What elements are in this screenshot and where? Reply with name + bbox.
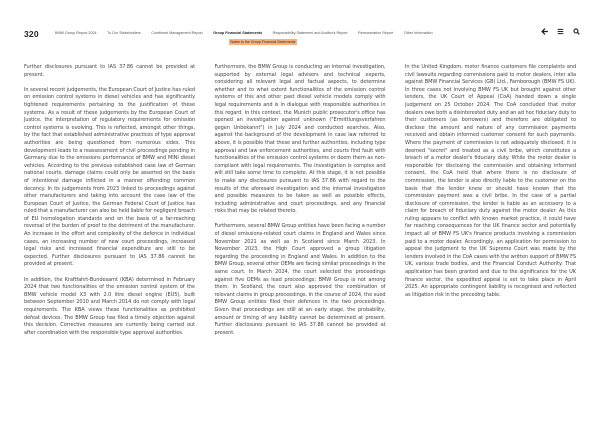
page-header [0, 0, 600, 52]
nav-item-to-our-stakeholders[interactable]: To Our Stakeholders [107, 31, 141, 35]
body-columns [24, 64, 576, 345]
nav-item-group-financial-statements[interactable]: Group Financial Statements [213, 31, 263, 35]
nav-item-combined-management-report[interactable]: Combined Management Report [151, 31, 203, 35]
nav-item-remuneration-report[interactable]: Remuneration Report [358, 31, 394, 35]
paragraph: In addition, the Kraftfahrt-Bundesamt (KBA) determined in February 2024 that two functionalities of the emission control system of the BMW vehicle model X3 with 2.0 litre diesel engine (EU5), built between September 2010 and March 2014 do not comply with legal requirements. The KBA views these functionalities as prohibited defeat devices. The BMW Group has filed a timely objection against this decision. Corrective measures are currently being carried out after coordination with the responsible type approval authorities. [24, 276, 195, 336]
paragraph: In several recent judgements, the European Court of Justice has ruled on emission control systems in diesel vehicles and has significantly tightened requirements pertaining to the justification of these systems. As a result of these judgements by the European Court of Justice, the interpretation of regulatory requirements for emission control systems is evolving. This is reflected, amongst other things, by the fact that established administrative practices of type approval authorities are being questioned from numerous sides. This development leads to a reassessment of civil proceedings pending in Germany due to the emissions performance of BMW and MINI diesel vehicles. According to the previous established case law of German national courts, damage claims could only be asserted on the basis of intentional damage inflicted in a manner offending common decency. In its judgements from 2023 linked to proceedings against other manufacturers and taking into account the case law of the European Court of Justice, the German Federal Court of Justice has ruled that a manufacturer can also be held liable for negligent breach of EU homologation standards and on the basis of a far-reaching reversal of the burden of proof to the detriment of the manufacturer. An increase in the effort and complexity of the defence in individual cases, an increasing number of new court proceedings, increased legal risks and increased financial expenditure are still to be expected. Further disclosures pursuant to IAS 37.86 cannot be provided at present. [24, 86, 195, 268]
paragraph: Furthermore, the BMW Group is conducting an internal investigation, supported by external legal advisers and technical experts, considering all relevant legal and factual aspects, to determine whether and to what extent functionalities of the emission control systems of this and other past diesel vehicle models comply with legal requirements and is in dialogue with responsible authorities in this regard. In this context, the Munich public prosecutor's office has opened an investigation against unknown ("Ermittlungsverfahren gegen Unbekannt") in July 2024 and conducted searches. Also, against the background of the development in case law referred to above, it is possible that these and further authorities, including type approval and law enforcement authorities, and courts find fault with functionalities of the emission control systems or deem them as non-compliant with legal requirements. The investigation is complex and will still take some time to complete. At this stage, it is not possible to make any disclosures pursuant to IAS 37.86 with regard to the results of the aforesaid investigation and the internal investigation and possible measures to be taken as well as possible effects, including administrative and court proceedings, and any financial risks that may be related thereto. [214, 64, 386, 215]
subnav-notes-to-group-financial-statements[interactable]: Notes to the Group Financial Statements [230, 39, 296, 44]
toolbar [540, 27, 580, 36]
page-number: 320 [24, 29, 39, 39]
nav-item-bmw-group-report[interactable]: BMW Group Report 2024 [55, 31, 97, 35]
menu-icon[interactable] [556, 27, 564, 36]
paragraph: Further disclosures pursuant to IAS 37.86 cannot be provided at present. [24, 64, 195, 78]
paragraph: Furthermore, several BMW Group entities have been facing a number of diesel emissions-related court claims in England and Wales since November 2021 as well as in Scotland since March 2023. In November 2023, the High Court approved a group litigation regarding the proceeding in England and Wales. In addition to the BMW Group, several other OEMs are facing similar proceedings in the same court. In March 2024, the court selected the proceedings against five OEMs as lead proceedings; BMW Group is not among them. In Scotland, the court also approved the combination of relevant claims in group proceedings. In the course of 2024, the sued BMW Group entities filed their defences in the two proceedings. Given that proceedings are still at an early stage, the probability, amount or timing of any liability cannot be determined at present. Further disclosures pursuant to IAS 37.86 cannot be provided at present. [214, 223, 386, 336]
back-arrow-icon[interactable] [540, 27, 548, 36]
nav-item-other-information[interactable]: Other Information [403, 31, 433, 35]
search-icon[interactable] [572, 27, 580, 36]
nav-item-responsibility-statement[interactable]: Responsibility Statement and Auditor's Report [272, 31, 348, 35]
paragraph: In the United Kingdom, motor finance customers file complaints and civil lawsuits regarding commissions paid to motor dealers, inter alia against BMW Financial Services (GB) Ltd., Farnborough (BMW FS UK). In three cases not involving BMW FS UK but brought against other lenders, the UK Court of Appeal (CoA) handed down a single judgement on 25 October 2024. The CoA concluded that motor dealers owe both a disinterested duty and an ad hoc fiduciary duty to their customers (as borrowers) and therefore are obligated to disclose the amount and nature of any commission payments received and obtain informed customer consent for such payments. Where the payment of commission is not adequately disclosed, it is deemed "secret" and treated as a civil bribe, which constitutes a breach of a motor dealer's fiduciary duty. While the motor dealer is responsible for disclosing the commission and obtaining informed consent, the CoA held that where there is no disclosure of commission, the lender is also directly liable to the customer on the basis that the lender knew or should have known that the commission payment was a civil bribe. In the case of a partial disclosure of commission, the lender is liable as an accessory to a claim for breach of fiduciary duty against the motor dealer. As this ruling appears to conflict with known market practice, it could have far reaching consequences for the UK finance sector and potentially impact all of BMW FS UK's finance products involving a commission paid to a motor dealer. Accordingly, an application for permission to appeal the judgment to the UK Supreme Court was made by the lenders involved in the CoA cases with the written support of BMW FS UK, various trade bodies, and the Financial Conduct Authority. That application has been granted and due to the significance for the UK finance sector, the expedited appeal is set to take place in April 2025. An appropriate contingent liability is recognised and reflected as litigation risk in the preceding table. [405, 64, 577, 298]
column-3 [405, 64, 576, 345]
column-1 [24, 64, 195, 345]
column-2 [215, 64, 386, 345]
top-navigation [55, 31, 443, 35]
